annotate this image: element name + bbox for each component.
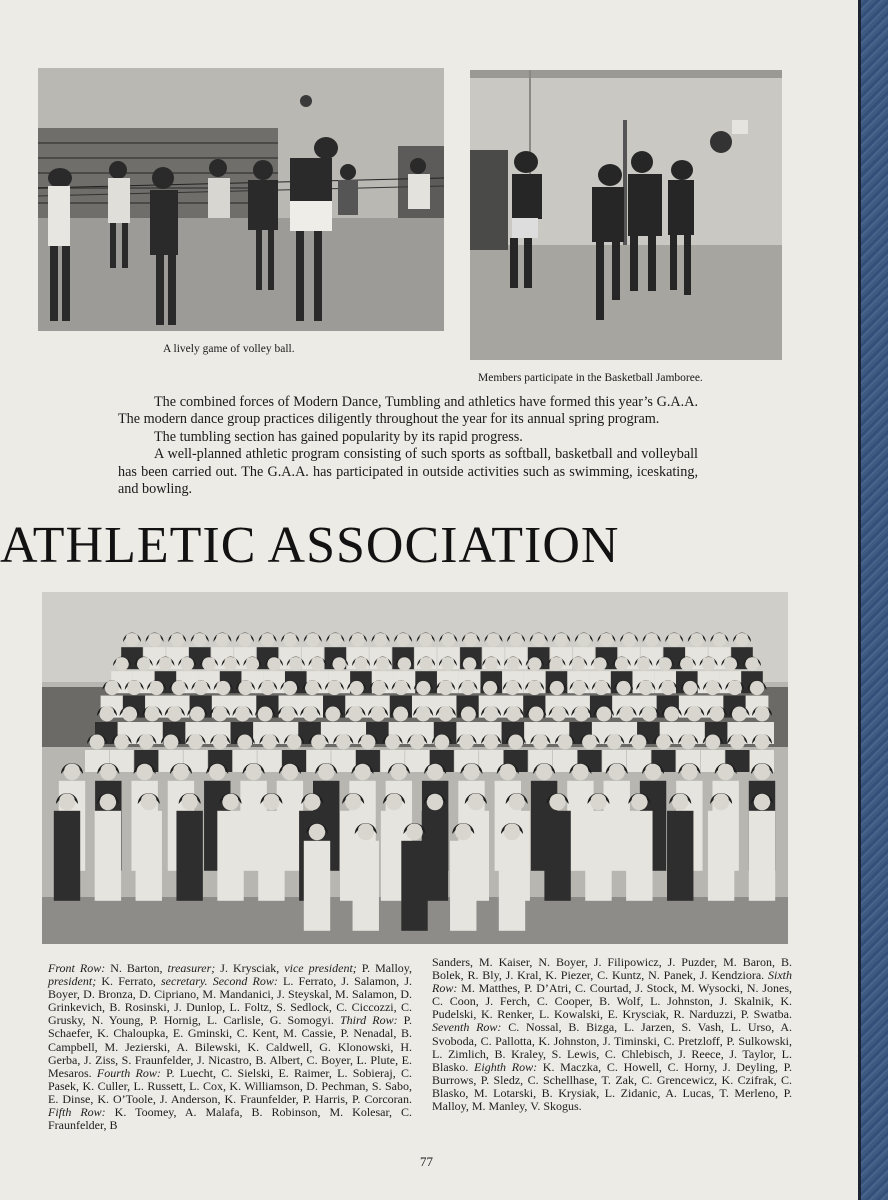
roster-names: P. Luecht, C. Sielski, E. Raimer, L. Sobieraj, C. Pasek, K. Culler, L. Russett, L. Cox, K. Williamson, D. Pechman, S. Sabo, E. Dinse, K. O’Toole, J. Anderson, K. Fraunfelder, P. Harris, P. Corcoran. xyxy=(48,1065,412,1106)
roster-label: Front Row: xyxy=(48,961,106,975)
roster-names: L. Ferrato, J. Salamon, J. Boyer, D. Bronza, D. Cipriano, M. Mandanici, J. Steyskal, M. Salamon, D. Grinkevich, B. Rosinski, J. Dunlop, L. Foltz, S. Sedlock, C. Ciccozzi, C. Grusky, N. Young, P. Hornig, L. Carlisle, G. Somogyi. xyxy=(48,974,413,1028)
roster-label: Third Row: xyxy=(339,1013,398,1028)
roster-names: J. Krysciak, xyxy=(215,961,285,975)
roster-column-right xyxy=(432,956,792,1113)
volleyball-photo xyxy=(38,68,444,331)
roster-label: Fifth Row: xyxy=(48,1105,106,1120)
roster-label: Eighth Row: xyxy=(474,1059,538,1074)
book-cover-edge xyxy=(858,0,888,1200)
section-heading: ATHLETIC ASSOCIATION xyxy=(0,517,620,574)
basketball-photo xyxy=(470,70,782,360)
roster-names: N. Barton, xyxy=(105,961,168,975)
basketball-caption: Members participate in the Basketball Jamboree. xyxy=(478,372,703,384)
intro-paragraph-2: The tumbling section has gained popularity by its rapid progress. xyxy=(154,428,523,445)
group-photo xyxy=(42,592,788,944)
roster-label: Seventh Row: xyxy=(432,1020,502,1035)
roster-label: vice president; xyxy=(284,961,357,975)
roster-label: president; xyxy=(48,974,97,989)
roster-names: K. Ferrato, xyxy=(96,974,162,989)
roster-label: Fourth Row: xyxy=(96,1065,161,1080)
intro-paragraph-3: A well-planned athletic program consisting of such sports as softball, basketball and volleyball has been carried out. The G.A.A. has participated in outside activities such as swimming, iceskating, and bowling. xyxy=(118,446,698,498)
roster-names: K. Toomey, A. Malafa, B. Robinson, M. Kolesar, C. Fraunfelder, B xyxy=(48,1105,412,1133)
roster-label: treasurer; xyxy=(167,961,216,975)
volleyball-caption: A lively game of volley ball. xyxy=(163,343,295,355)
roster-names: M. Matthes, P. D’Atri, C. Courtad, J. Stock, M. Wysocki, N. Jones, C. Coon, J. Ferch, C. Cooper, B. Wolf, L. Johnston, J. Skalnik, K. Pudelski, K. Renker, L. Kowalski, E. Krysciak, R. Narduzzi, P. Swatba. xyxy=(432,981,792,1022)
roster-names: P. Schaefer, K. Chaloupka, E. Gminski, C. Kent, M. Cassie, P. Nenadal, B. Campbell, M. Jezierski, A. Bilewski, K. Caldwell, G. Klonowski, H. Gerba, J. Ziss, S. Fraunfelder, J. Nicastro, B. Albert, C. Boyer, L. Plute, E. Mesaros. xyxy=(48,1013,412,1080)
roster-label: secretary. xyxy=(161,974,208,989)
roster-names: Sanders, M. Kaiser, N. Boyer, J. Filipowicz, J. Puzder, M. Baron, B. Bolek, R. Bly, J. Kral, K. Piezer, C. Kuntz, N. Panek, J. Kendziora. xyxy=(432,955,792,983)
page-number: 77 xyxy=(420,1154,433,1169)
roster-column-left xyxy=(48,962,412,1132)
roster-label: Second Row: xyxy=(212,974,278,989)
roster-names: C. Nossal, B. Bizga, L. Jarzen, S. Vash, L. Urso, A. Svoboda, C. Pallotta, K. Johnston, J. Timinski, C. Pretzloff, P. Sulkowski, L. Zimlich, B. Kraley, S. Lewis, C. Chlebisch, J. Reece, J. Taylor, L. Blasko. xyxy=(432,1020,792,1074)
roster-label: Sixth Row: xyxy=(432,968,792,996)
roster-names: P. Malloy, xyxy=(356,961,413,975)
intro-text xyxy=(118,394,698,498)
intro-paragraph-1: The combined forces of Modern Dance, Tumbling and athletics have formed this year’s G.A.A. The modern dance group practices diligently throughout the year for its annual spring program. xyxy=(118,394,698,428)
roster-names: K. Maczka, C. Howell, C. Horny, J. Deyling, P. Burrows, P. Sledz, C. Schellhase, T. Zak, C. Grencewicz, K. Czifrak, C. Blasko, M. Lotarski, B. Krysiak, L. Zidanic, A. Lucas, T. Merleno, P. Malloy, M. Manley, V. Skogus. xyxy=(432,1059,793,1114)
